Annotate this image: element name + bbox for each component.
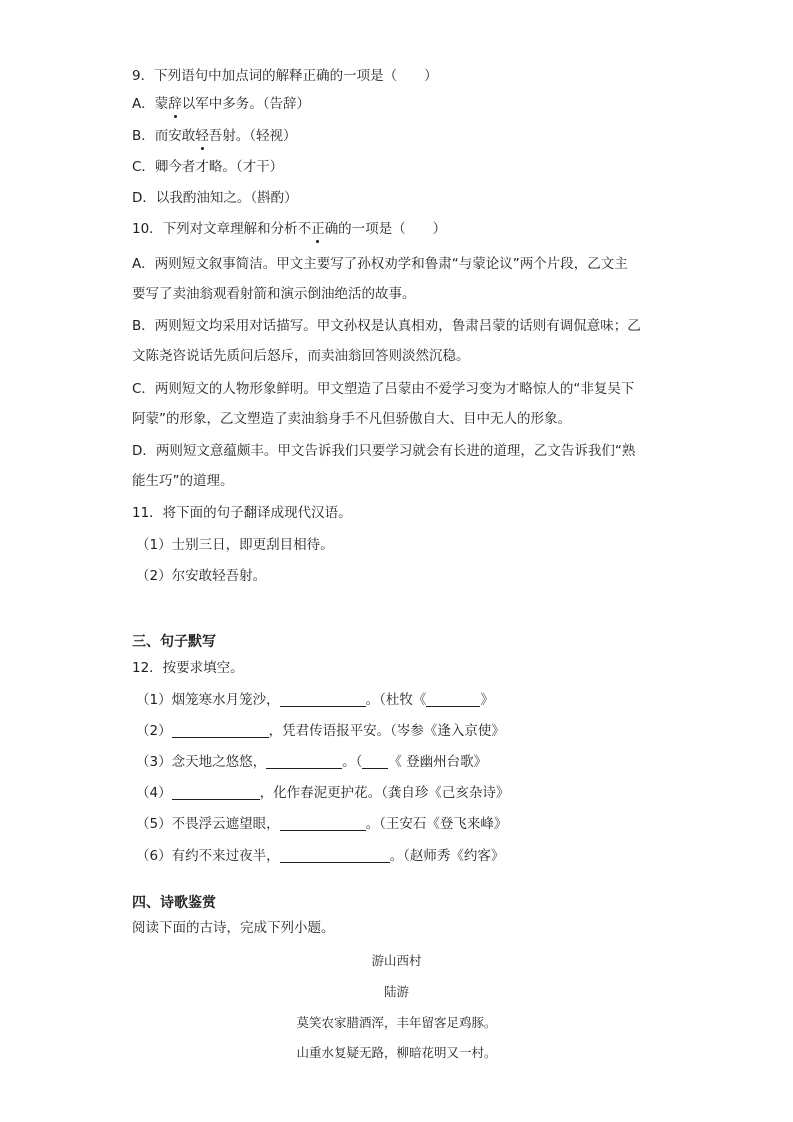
question-9-option-c: C．卿今者才略。（才干） xyxy=(132,159,284,175)
text: （1）烟笼寒水月笼沙， xyxy=(136,692,280,708)
poem-line-1: 莫笑农家腊酒浑，丰年留客足鸡豚。 xyxy=(296,1015,497,1030)
fill-blank[interactable] xyxy=(280,816,366,831)
question-10-option-c: C．两则短文的人物形象鲜明。甲文塑造了吕蒙由不爱学习变为才略惊人的“非复吴下 xyxy=(132,381,635,397)
text: B．而安敢 xyxy=(132,128,196,144)
question-9-stem: 9．下列语句中加点词的解释正确的一项是（ ） xyxy=(132,68,438,84)
question-12-line-2 xyxy=(136,721,505,741)
text: A．蒙 xyxy=(132,96,169,112)
text: 》 xyxy=(480,692,494,708)
poem-author: 陆游 xyxy=(383,984,409,999)
text: 确的一项是（ ） xyxy=(324,221,447,237)
question-12-line-1 xyxy=(136,690,494,710)
question-9-option-a xyxy=(132,94,310,114)
question-12-stem: 12．按要求填空。 xyxy=(132,660,244,676)
text: 吾射。（轻视） xyxy=(208,128,297,144)
fill-blank[interactable] xyxy=(280,692,366,707)
fill-blank[interactable] xyxy=(362,754,388,769)
question-9-option-d: D．以我酌油知之。（斟酌） xyxy=(132,190,298,206)
emphasis-dot-word: 轻 xyxy=(195,128,209,144)
fill-blank[interactable] xyxy=(266,754,342,769)
text: （4） xyxy=(136,785,172,801)
fill-blank[interactable] xyxy=(280,848,390,863)
question-10-option-d: D．两则短文意蕴颇丰。甲文告诉我们只要学习就会有长进的道理，乙文告诉我们“熟 xyxy=(132,443,636,459)
fill-blank[interactable] xyxy=(426,692,480,707)
text: ，凭君传语报平安。（岑参《逢入京使》 xyxy=(268,723,505,739)
question-11-sentence-1: （1）士别三日，即更刮目相待。 xyxy=(136,537,334,553)
poem-instructions: 阅读下面的古诗，完成下列小题。 xyxy=(132,920,335,936)
emphasis-dot-word: 正 xyxy=(311,221,325,237)
question-11-sentence-2: （2）尔安敢轻吾射。 xyxy=(136,568,267,584)
question-10-option-b: B．两则短文均采用对话描写。甲文孙权是认真相劝，鲁肃吕蒙的话则有调侃意味；乙 xyxy=(132,318,641,334)
question-10-option-d-cont: 能生巧”的道理。 xyxy=(132,473,234,489)
text: ，化作春泥更护花。（龚自珍《己亥杂诗》 xyxy=(259,785,510,801)
text: （5）不畏浮云遮望眼， xyxy=(136,816,280,832)
text: 。（杜牧《 xyxy=(365,692,427,708)
question-10-option-c-cont: 阿蒙”的形象，乙文塑造了卖油翁身手不凡但骄傲自大、目中无人的形象。 xyxy=(132,411,571,427)
text: 。（ xyxy=(342,754,363,770)
poem-title: 游山西村 xyxy=(371,953,422,968)
section-4-heading: 四、诗歌鉴赏 xyxy=(132,895,216,911)
question-10-option-a: A．两则短文叙事简洁。甲文主要写了孙权劝学和鲁肃“与蒙论议”两个片段，乙文主 xyxy=(132,256,628,272)
text: （3）念天地之悠悠， xyxy=(136,754,267,770)
question-12-line-6 xyxy=(136,846,504,866)
text: （6）有约不来过夜半， xyxy=(136,848,280,864)
question-12-line-3 xyxy=(136,752,487,772)
text: 10．下列对文章理解和分析不 xyxy=(132,221,312,237)
text: （2） xyxy=(136,723,172,739)
fill-blank[interactable] xyxy=(172,785,260,800)
text: 。（赵师秀《约客》 xyxy=(389,848,505,864)
text: 以军中多务。（告辞） xyxy=(181,96,310,112)
poem-line-2: 山重水复疑无路，柳暗花明又一村。 xyxy=(296,1045,497,1060)
text: 。（王安石《登飞来峰》 xyxy=(365,816,508,832)
question-12-line-5 xyxy=(136,814,507,834)
question-10-stem xyxy=(132,219,446,239)
question-12-line-4 xyxy=(136,783,509,803)
fill-blank[interactable] xyxy=(172,723,269,738)
text: 《 登幽州台歌》 xyxy=(388,754,488,770)
question-11-stem: 11．将下面的句子翻译成现代汉语。 xyxy=(132,505,352,521)
question-10-option-a-cont: 要写了卖油翁观看射箭和演示倒油绝活的故事。 xyxy=(132,286,416,302)
question-9-option-b xyxy=(132,126,297,146)
question-10-option-b-cont: 文陈尧咨说话先质问后怒斥，而卖油翁回答则淡然沉稳。 xyxy=(132,348,470,364)
section-3-heading: 三、句子默写 xyxy=(132,634,216,650)
emphasis-dot-word: 辞 xyxy=(168,96,182,112)
